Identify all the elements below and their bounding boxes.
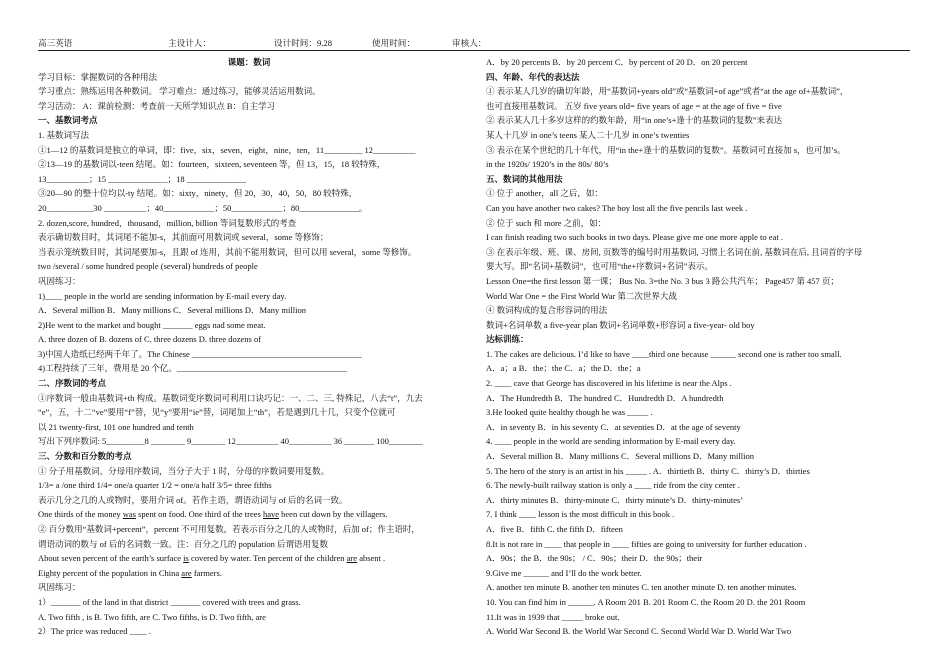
lesson-title: 课题：数词 [227,57,271,67]
text-span: spent on food. One third of the trees [135,509,263,520]
fill-blank-line: 20___________30 __________；40____________；50____________；80______________。 [38,202,368,213]
text-line: 当表示笼统数目时，其词尾要加-s，且跟 of 连用，其前不能用数词，但可以用 several，some 等修饰。 [38,246,417,257]
question-line: 1）_______ of the land in that district _______ covered with trees and grass. [38,596,301,607]
question-line: 11.It was in 1939 that _____ broke out. [486,611,620,622]
page-header [38,36,910,51]
text-line: 谓语动词的数与 of 后的名词数一致。注：百分之几的 population 后谓语用复数 [38,538,328,549]
question-line: 2)He went to the market and bought _______ eggs nad some meat. [38,319,266,330]
text-span: covered by water. Ten percent of the children [188,553,347,564]
underlined-verb: are [346,553,358,564]
text-span: Eighty percent of the population in China [38,567,182,578]
text-line: 也可直接用基数词。 五岁 five years old= five years of age = at the age of five = five [486,100,782,111]
text-line: 以 21 twenty-first, 101 one hundred and tenth [38,421,194,432]
fill-blank-line: 写出下列序数词: 5_________8 ________ 9________ 12__________ 40__________ 36 _______ 100________ [38,436,423,447]
text-line: ② 位于 such 和 more 之前，如： [486,217,607,228]
text-span: been cut down by the villagers. [279,509,388,520]
options-line: A．a；a B．the；the C．a；the D．the；a [486,363,641,374]
use-time-label: 使用时间： [372,38,415,48]
text-line: ③ 表示在某个世纪的几十年代，用“in the+逢十的基数词的复数”。基数词可直接加 s，也可加’s。 [486,144,846,155]
section-heading-fraction: 三、分数和百分数的考点 [38,451,132,462]
underlined-verb: have [262,509,280,520]
question-line: 1)____ people in the world are sending information by E-mail every day. [38,290,287,301]
options-line: A．five B．fifth C. the fifth D．fifteen [486,524,623,534]
text-span: farmers. [191,567,222,578]
text-line: ① 表示某人几岁的确切年龄，用“基数词+years old”或“基数词+of age”或者“at the age of+基数词”， [486,86,849,97]
text-line: ④ 数词构成的复合形容词的用法 [486,305,608,316]
text-line: 表示几分之几的人或物时，要用介词 of。若作主语，谓语动词与 of 后的名词一致。 [38,494,348,505]
section-heading-other-uses: 五、数词的其他用法 [486,173,563,184]
section-heading-exercises: 达标训练： [486,334,529,345]
text-line: ③ 在表示年级、班、课、房间, 页数等的编号时用基数词, 习惯上名词在前, 基数词在后, 且词首的字母 [486,246,863,257]
example-line [38,551,460,566]
underlined-verb: is [183,553,189,564]
example-line [38,507,460,522]
text-span: absent . [357,553,386,564]
question-line: 8.It is not rare in ____ that people in ____ fifties are going to university for further education . [486,538,807,549]
text-line: 2. dozen,score, hundred，thousand，million, billion 等词复数形式的考查 [38,217,297,228]
reviewer-label: 审核人： [452,38,487,48]
options-line: A．Several million B．Many millions C．Several millions D．Many million [486,451,754,462]
options-line: A．The Hundredth B．The hundred C．Hundredth D．A hundredth [486,392,724,403]
text-line: 1/3= a /one third 1/4= one/a quarter 1/2 = one/a half 3/5= three fifths [38,480,272,491]
text-span: About seven percent of the earth’s surface [38,553,184,564]
text-span: One thirds of the money [38,509,123,520]
text-line: 表示确切数目时，其词尾不能加-s，其前面可用数词或 several，some 等修饰； [38,232,329,243]
question-line: 1. The cakes are delicious. I’d like to have ____third one because ______ second one is rather too small. [486,348,842,359]
text-line: in the 1920s/ 1920’s in the 80s/ 80’s [486,159,609,170]
options-line: A．in seventy B．in his seventy C．at seventies D．at the age of seventy [486,421,741,432]
text-line: 某人十几岁 in one’s teens 某人二十几岁 in one’s twenties [486,129,690,140]
options-line: A. three dozen of B. dozens of C. three dozens D. three dozens of [38,334,262,345]
text-line: I can finish reading two such books in two days. Please give me one more apple to eat . [486,232,783,243]
section-heading-cardinal: 一、基数词考点 [38,115,98,126]
options-line: A. Two fifth , is B. Two fifth, are C. Two fifths, is D. Two fifth, are [38,611,266,622]
practice-label: 巩固练习： [38,582,81,593]
study-focus: 学习重点：熟练运用各种数词。 学习难点：通过练习，能够灵活运用数词。 [38,86,321,97]
question-line: 9.Give me ______ and I’ll do the work better. [486,567,642,578]
question-line: 7. I think ____ lesson is the most difficult in this book . [486,509,675,520]
options-line: A．by 20 percents B．by 20 percent C．by percent of 20 D．on 20 percent [486,57,748,67]
options-line: A. another ten minute B. another ten minutes C. ten another minute D. ten another minutes. [486,582,797,593]
text-line: two /several / some hundred people (several) hundreds of people [38,261,258,272]
text-line: ①序数词一般由基数词+th 构成。基数词变序数词可利用口诀巧记：一、二、三, 特殊记，八去“t”，九去 [38,392,423,403]
text-line: ②13—19 的基数词以-teen 结尾。如：fourteen，sixteen, seventeen 等，但 13，15，18 较特殊， [38,159,386,170]
text-line: ①1—12 的基数词是独立的单词，即：five，six，seven，eight，nine，ten，11_________ 12__________ [38,144,416,155]
question-line: 2）The price was reduced ____ . [38,626,151,637]
text-line: 要大写。即“名词+基数词”，也可用“the+序数词+名词”表示。 [486,261,713,272]
practice-label: 巩固练习： [38,275,81,286]
question-line: 4. ____ people in the world are sending information by E-mail every day. [486,436,736,447]
question-line: 2. ____ cave that George has discovered in his lifetime is near the Alps . [486,378,732,389]
right-column [486,55,912,639]
question-line: 4)工程持续了三年，费用是 20 个亿。________________________________________ [38,363,347,374]
example-line [38,566,460,581]
question-line: 3)中国人造纸已经两千年了。The Chinese ________________________________________ [38,348,362,359]
text-line: ③20—90 的整十位均以-ty 结尾。如：sixty，ninety，但 20，30，40，50，80 较特殊， [38,188,358,199]
text-line: ① 位于 another，all 之后，如： [486,188,603,199]
study-goal: 学习目标：掌握数词的各种用法 [38,71,158,82]
underlined-verb: was [122,509,136,520]
text-line: Lesson One=the first lesson 第一课； Bus No. 3=the No. 3 bus 3 路公共汽车； Page457 第 457 页； [486,275,839,286]
question-line: 10. You can find him in ______. A Room 201 B. 201 Room C. the Room 20 D. the 201 Room [486,596,806,607]
section-heading-ordinal: 二、序数词的考点 [38,378,107,389]
question-line: 3.He looked quite healthy though he was _____ . [486,407,653,418]
text-line: “e”，五，十二“ve”要用“f”替，见“y”要用“ie”替，词尾加上“th”，若是遇到几十几，只变个位就可 [38,407,396,418]
study-activity: 学习活动： A：课前检测：考查前一天所学知识点 B：自主学习 [38,100,276,111]
options-line: A．Several million B．Many millions C．Several millions D．Many million [38,305,306,316]
question-line: 5. The hero of the story is an artist in his _____ . A．thirtieth B．thirty C．thirty’s D．thirties [486,465,810,476]
fill-blank-line: 13__________；15 ______________；18 ______________ [38,173,247,184]
design-time-label: 设计时间：9.28 [274,38,333,48]
text-line: ① 分子用基数词，分母用序数词，当分子大于 1 时，分母的序数词要用复数。 [38,465,330,476]
options-line: A．90s；the B．the 90s； / C．90s；their D．the 90s；their [486,553,703,564]
section-heading-age: 四、年龄、年代的表达法 [486,71,580,82]
text-line: 1. 基数词写法 [38,129,90,140]
text-line: Can you have another two cakes? The boy lost all the five pencils last week . [486,202,748,213]
text-line: 数词+名词单数 a five-year plan 数词+名词单数+形容词 a five-year- old boy [486,319,755,330]
subject-label: 高三英语 [38,38,73,48]
options-line: A. World War Second B. the World War Second C. Second World War D. World War Two [486,626,792,637]
options-line: A．thirty minutes B．thirty-minute C．thirty minute’s D．thirty-minutes’ [486,494,744,505]
text-line: ② 表示某人几十多岁这样的约数年龄，用“in one’s+逢十的基数词的复数”来表达 [486,115,783,126]
left-column [38,55,460,639]
question-line: 6. The newly-built railway station is only a ____ ride from the city center . [486,480,740,491]
designer-label: 主设计人： [168,38,211,48]
text-line: ② 百分数用“基数词+percent”，percent 不可用复数，若表示百分之几的人或物时，后加 of；作主语时， [38,524,420,534]
underlined-verb: are [181,567,192,578]
text-line: World War One = the First World War 第二次世界大战 [486,290,677,301]
